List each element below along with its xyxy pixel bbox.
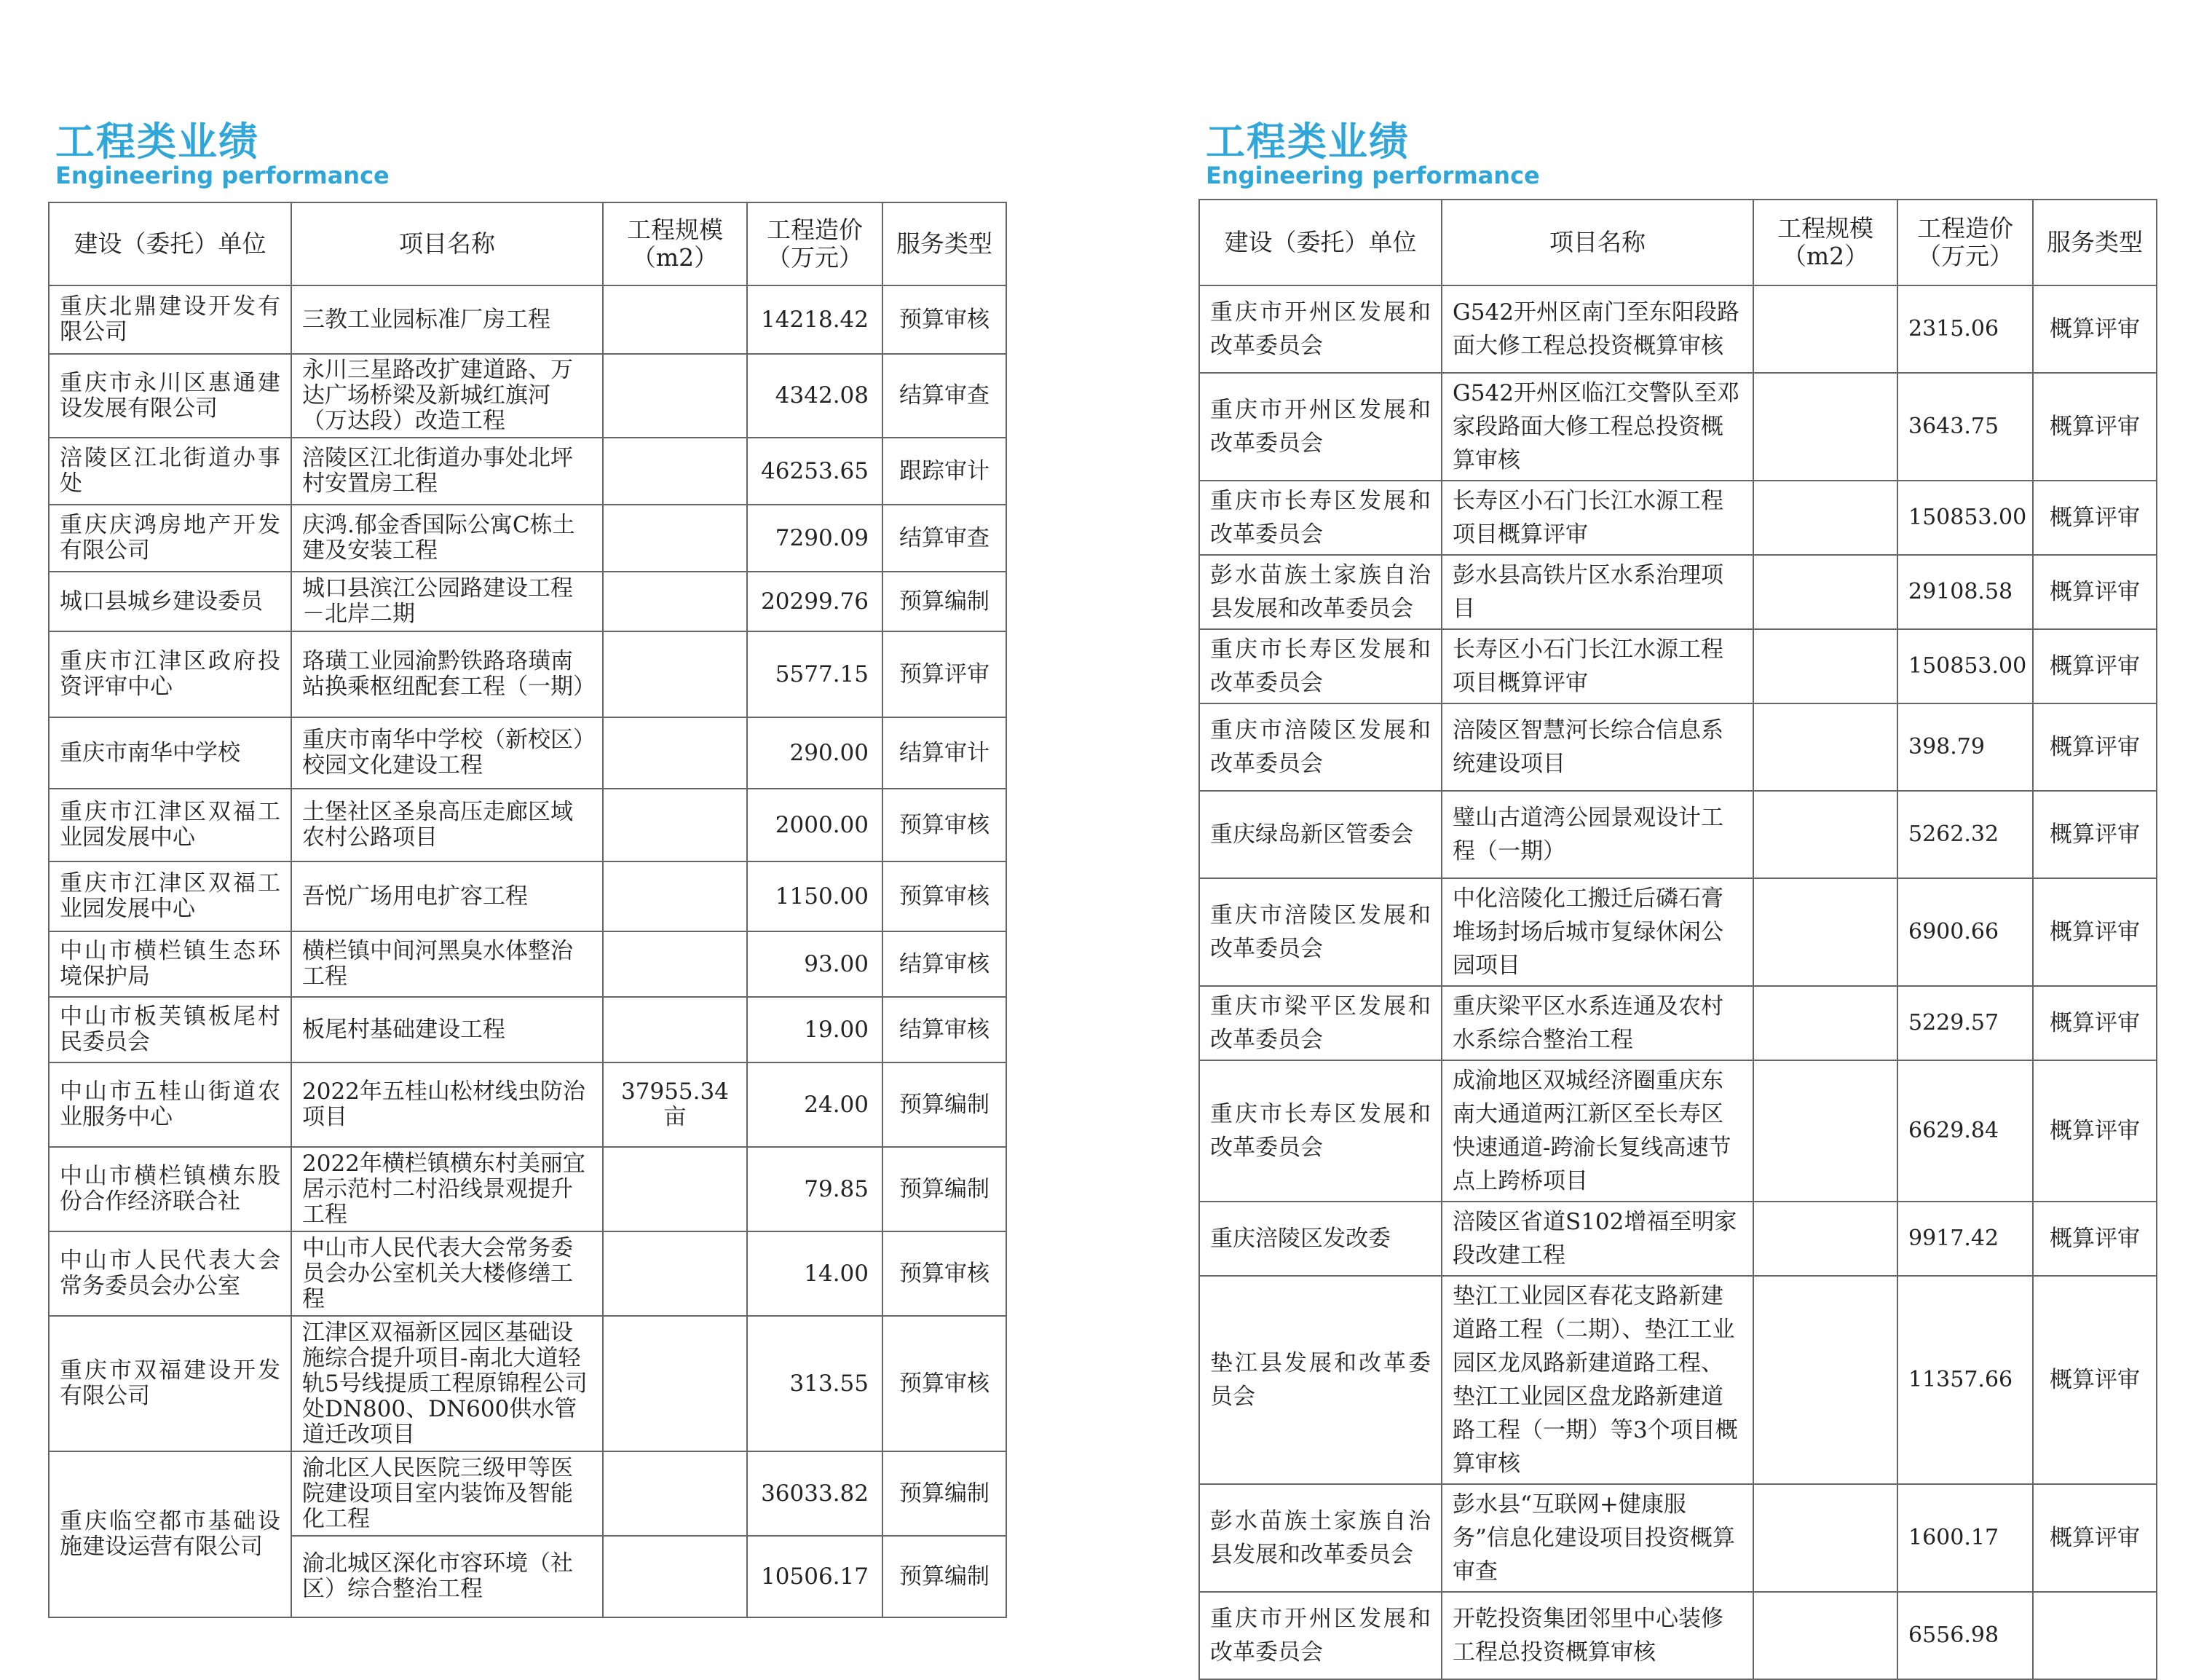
cell-project: 吾悦广场用电扩容工程 xyxy=(291,861,603,931)
cell-cost: 2000.00 xyxy=(747,789,882,861)
cell-scale xyxy=(603,789,747,861)
cell-unit: 重庆绿岛新区管委会 xyxy=(1199,791,1442,878)
cell-scale xyxy=(1753,1592,1897,1679)
table-row xyxy=(49,789,1006,861)
cell-service: 结算审核 xyxy=(882,997,1006,1062)
cell-unit: 重庆临空都市基础设施建设运营有限公司 xyxy=(49,1451,291,1617)
cell-cost: 398.79 xyxy=(1897,703,2033,791)
cell-scale xyxy=(1753,878,1897,986)
cell-service: 预算审核 xyxy=(882,789,1006,861)
cell-service: 结算审核 xyxy=(882,931,1006,997)
cell-project: 彭水县“互联网+健康服务”信息化建设项目投资概算审查 xyxy=(1442,1484,1753,1592)
cell-project: G542开州区南门至东阳段路面大修工程总投资概算审核 xyxy=(1442,285,1753,373)
cell-service: 结算审查 xyxy=(882,505,1006,572)
cell-unit: 中山市人民代表大会常务委员会办公室 xyxy=(49,1231,291,1316)
cell-cost: 36033.82 xyxy=(747,1451,882,1536)
table-row xyxy=(1199,1202,2157,1276)
cell-service: 预算审核 xyxy=(882,285,1006,354)
cell-cost: 20299.76 xyxy=(747,572,882,631)
cell-scale xyxy=(1753,285,1897,373)
cell-unit: 重庆市开州区发展和改革委员会 xyxy=(1199,373,1442,481)
cell-project: 永川三星路改扩建道路、万达广场桥梁及新城红旗河（万达段）改造工程 xyxy=(291,354,603,438)
cell-service: 概算评审 xyxy=(2033,791,2157,878)
table-row xyxy=(1199,1484,2157,1592)
cell-unit: 重庆市梁平区发展和改革委员会 xyxy=(1199,986,1442,1060)
cell-service: 概算评审 xyxy=(2033,878,2157,986)
table-header-row xyxy=(1199,200,2157,285)
cell-cost: 19.00 xyxy=(747,997,882,1062)
cell-cost: 313.55 xyxy=(747,1316,882,1451)
table-row xyxy=(49,1451,1006,1536)
table-row xyxy=(49,1231,1006,1316)
cell-scale xyxy=(1753,555,1897,629)
cell-project: 江津区双福新区园区基础设施综合提升项目-南北大道轻轨5号线提质工程原锦程公司处DN800、DN600供水管道迁改项目 xyxy=(291,1316,603,1451)
cell-service: 跟踪审计 xyxy=(882,438,1006,505)
cell-cost: 7290.09 xyxy=(747,505,882,572)
cell-scale xyxy=(603,572,747,631)
cell-service: 预算编制 xyxy=(882,1451,1006,1536)
table-row xyxy=(1199,481,2157,555)
table-row xyxy=(49,997,1006,1062)
cell-cost: 93.00 xyxy=(747,931,882,997)
cell-service: 结算审查 xyxy=(882,354,1006,438)
cell-service: 概算评审 xyxy=(2033,1060,2157,1202)
cell-service xyxy=(2033,1592,2157,1679)
cell-service: 预算评审 xyxy=(882,631,1006,717)
cell-cost: 150853.00 xyxy=(1897,629,2033,703)
header-cost: 工程造价（万元） xyxy=(747,202,882,285)
cell-cost: 3643.75 xyxy=(1897,373,2033,481)
cell-unit: 重庆北鼎建设开发有限公司 xyxy=(49,285,291,354)
table-row xyxy=(1199,1060,2157,1202)
header-service: 服务类型 xyxy=(882,202,1006,285)
cell-cost: 24.00 xyxy=(747,1062,882,1147)
page-subtitle: Engineering performance xyxy=(55,162,390,189)
cell-service: 概算评审 xyxy=(2033,285,2157,373)
cell-cost: 10506.17 xyxy=(747,1536,882,1617)
cell-project: 中化涪陵化工搬迁后磷石膏堆场封场后城市复绿休闲公园项目 xyxy=(1442,878,1753,986)
cell-project: 涪陵区江北街道办事处北坪村安置房工程 xyxy=(291,438,603,505)
cell-service: 概算评审 xyxy=(2033,1484,2157,1592)
cell-scale xyxy=(1753,481,1897,555)
table-row xyxy=(1199,555,2157,629)
cell-scale xyxy=(1753,1060,1897,1202)
cell-scale xyxy=(603,354,747,438)
table-header-row xyxy=(49,202,1006,285)
header-cost: 工程造价（万元） xyxy=(1897,200,2033,285)
cell-cost: 290.00 xyxy=(747,717,882,789)
cell-project: 板尾村基础建设工程 xyxy=(291,997,603,1062)
header-project: 项目名称 xyxy=(1442,200,1753,285)
cell-cost: 14218.42 xyxy=(747,285,882,354)
cell-scale xyxy=(1753,629,1897,703)
cell-project: 涪陵区省道S102增福至明家段改建工程 xyxy=(1442,1202,1753,1276)
cell-service: 概算评审 xyxy=(2033,1276,2157,1484)
cell-unit: 城口县城乡建设委员 xyxy=(49,572,291,631)
cell-scale: 37955.34亩 xyxy=(603,1062,747,1147)
cell-unit: 垫江县发展和改革委员会 xyxy=(1199,1276,1442,1484)
cell-unit: 中山市横栏镇生态环境保护局 xyxy=(49,931,291,997)
performance-table xyxy=(1198,199,2157,1680)
cell-scale xyxy=(603,438,747,505)
cell-project: 璧山古道湾公园景观设计工程（一期） xyxy=(1442,791,1753,878)
table-row xyxy=(49,931,1006,997)
header-scale: 工程规模（m2） xyxy=(603,202,747,285)
page-subtitle: Engineering performance xyxy=(1206,162,1540,189)
cell-project: 2022年横栏镇横东村美丽宜居示范村二村沿线景观提升工程 xyxy=(291,1147,603,1231)
cell-scale xyxy=(603,1316,747,1451)
header-project: 项目名称 xyxy=(291,202,603,285)
cell-project: 涪陵区智慧河长综合信息系统建设项目 xyxy=(1442,703,1753,791)
table-row xyxy=(1199,1276,2157,1484)
cell-unit: 重庆市南华中学校 xyxy=(49,717,291,789)
cell-project: 渝北城区深化市容环境（社区）综合整治工程 xyxy=(291,1536,603,1617)
table-row xyxy=(49,861,1006,931)
table-row xyxy=(49,572,1006,631)
cell-service: 概算评审 xyxy=(2033,629,2157,703)
cell-unit: 重庆市涪陵区发展和改革委员会 xyxy=(1199,703,1442,791)
table-row xyxy=(49,1316,1006,1451)
table-row xyxy=(1199,1592,2157,1679)
cell-cost: 9917.42 xyxy=(1897,1202,2033,1276)
cell-cost: 79.85 xyxy=(747,1147,882,1231)
cell-unit: 重庆市江津区双福工业园发展中心 xyxy=(49,789,291,861)
cell-project: 成渝地区双城经济圈重庆东南大通道两江新区至长寿区快速通道-跨渝长复线高速节点上跨桥项目 xyxy=(1442,1060,1753,1202)
cell-scale xyxy=(1753,703,1897,791)
cell-scale xyxy=(1753,1202,1897,1276)
table-row xyxy=(49,285,1006,354)
cell-cost: 14.00 xyxy=(747,1231,882,1316)
cell-unit: 中山市横栏镇横东股份合作经济联合社 xyxy=(49,1147,291,1231)
cell-scale xyxy=(603,285,747,354)
cell-cost: 6556.98 xyxy=(1897,1592,2033,1679)
cell-unit: 重庆市永川区惠通建设发展有限公司 xyxy=(49,354,291,438)
page-title: 工程类业绩 xyxy=(55,119,259,165)
table-row xyxy=(1199,373,2157,481)
cell-scale xyxy=(603,631,747,717)
cell-cost: 11357.66 xyxy=(1897,1276,2033,1484)
table-row xyxy=(49,438,1006,505)
cell-project: 长寿区小石门长江水源工程项目概算评审 xyxy=(1442,481,1753,555)
cell-unit: 重庆市开州区发展和改革委员会 xyxy=(1199,1592,1442,1679)
cell-scale xyxy=(603,717,747,789)
table-row xyxy=(1199,986,2157,1060)
cell-service: 概算评审 xyxy=(2033,373,2157,481)
cell-service: 结算审计 xyxy=(882,717,1006,789)
table-row xyxy=(1199,285,2157,373)
cell-service: 概算评审 xyxy=(2033,555,2157,629)
cell-project: G542开州区临江交警队至邓家段路面大修工程总投资概算审核 xyxy=(1442,373,1753,481)
cell-project: 彭水县高铁片区水系治理项目 xyxy=(1442,555,1753,629)
cell-unit: 中山市五桂山街道农业服务中心 xyxy=(49,1062,291,1147)
cell-project: 渝北区人民医院三级甲等医院建设项目室内装饰及智能化工程 xyxy=(291,1451,603,1536)
cell-service: 预算编制 xyxy=(882,1147,1006,1231)
cell-cost: 4342.08 xyxy=(747,354,882,438)
cell-project: 重庆梁平区水系连通及农村水系综合整治工程 xyxy=(1442,986,1753,1060)
cell-scale xyxy=(603,931,747,997)
cell-unit: 重庆涪陵区发改委 xyxy=(1199,1202,1442,1276)
cell-unit: 重庆市涪陵区发展和改革委员会 xyxy=(1199,878,1442,986)
cell-unit: 彭水苗族土家族自治县发展和改革委员会 xyxy=(1199,555,1442,629)
cell-unit: 重庆市长寿区发展和改革委员会 xyxy=(1199,1060,1442,1202)
table-row xyxy=(1199,629,2157,703)
cell-cost: 6900.66 xyxy=(1897,878,2033,986)
cell-scale xyxy=(1753,1276,1897,1484)
table-row xyxy=(49,1147,1006,1231)
cell-cost: 5229.57 xyxy=(1897,986,2033,1060)
cell-unit: 重庆市长寿区发展和改革委员会 xyxy=(1199,481,1442,555)
cell-service: 预算审核 xyxy=(882,861,1006,931)
cell-unit: 重庆庆鸿房地产开发有限公司 xyxy=(49,505,291,572)
cell-cost: 1150.00 xyxy=(747,861,882,931)
cell-project: 横栏镇中间河黑臭水体整治工程 xyxy=(291,931,603,997)
cell-scale xyxy=(1753,373,1897,481)
cell-unit: 彭水苗族土家族自治县发展和改革委员会 xyxy=(1199,1484,1442,1592)
cell-project: 垫江工业园区春花支路新建道路工程（二期）、垫江工业园区龙凤路新建道路工程、垫江工业园区盘龙路新建道路工程（一期）等3个项目概算审核 xyxy=(1442,1276,1753,1484)
cell-scale xyxy=(1753,1484,1897,1592)
cell-project: 长寿区小石门长江水源工程项目概算评审 xyxy=(1442,629,1753,703)
performance-table xyxy=(48,202,1007,1618)
cell-service: 概算评审 xyxy=(2033,1202,2157,1276)
cell-service: 概算评审 xyxy=(2033,481,2157,555)
cell-scale xyxy=(603,1536,747,1617)
cell-scale xyxy=(603,1147,747,1231)
cell-scale xyxy=(1753,986,1897,1060)
cell-unit: 重庆市江津区双福工业园发展中心 xyxy=(49,861,291,931)
cell-service: 概算评审 xyxy=(2033,986,2157,1060)
cell-project: 珞璜工业园渝黔铁路珞璜南站换乘枢纽配套工程（一期） xyxy=(291,631,603,717)
header-unit: 建设（委托）单位 xyxy=(1199,200,1442,285)
cell-cost: 6629.84 xyxy=(1897,1060,2033,1202)
cell-scale xyxy=(1753,791,1897,878)
table-row xyxy=(49,354,1006,438)
cell-project: 土堡社区圣泉高压走廊区域农村公路项目 xyxy=(291,789,603,861)
cell-cost: 5577.15 xyxy=(747,631,882,717)
cell-project: 2022年五桂山松材线虫防治项目 xyxy=(291,1062,603,1147)
cell-cost: 5262.32 xyxy=(1897,791,2033,878)
table-row xyxy=(1199,878,2157,986)
header-scale: 工程规模（m2） xyxy=(1753,200,1897,285)
cell-scale xyxy=(603,1451,747,1536)
cell-service: 预算编制 xyxy=(882,572,1006,631)
cell-service: 概算评审 xyxy=(2033,703,2157,791)
cell-unit: 重庆市江津区政府投资评审中心 xyxy=(49,631,291,717)
cell-project: 城口县滨江公园路建设工程－北岸二期 xyxy=(291,572,603,631)
cell-project: 开乾投资集团邻里中心装修工程总投资概算审核 xyxy=(1442,1592,1753,1679)
cell-service: 预算审核 xyxy=(882,1231,1006,1316)
cell-project: 庆鸿.郁金香国际公寓C栋土建及安装工程 xyxy=(291,505,603,572)
cell-unit: 涪陵区江北街道办事处 xyxy=(49,438,291,505)
cell-cost: 29108.58 xyxy=(1897,555,2033,629)
table-row xyxy=(1199,703,2157,791)
cell-unit: 重庆市双福建设开发有限公司 xyxy=(49,1316,291,1451)
table-row xyxy=(49,505,1006,572)
cell-project: 中山市人民代表大会常务委员会办公室机关大楼修缮工程 xyxy=(291,1231,603,1316)
page-title: 工程类业绩 xyxy=(1206,119,1410,165)
cell-service: 预算编制 xyxy=(882,1062,1006,1147)
header-service: 服务类型 xyxy=(2033,200,2157,285)
cell-cost: 1600.17 xyxy=(1897,1484,2033,1592)
cell-unit: 重庆市长寿区发展和改革委员会 xyxy=(1199,629,1442,703)
cell-service: 预算编制 xyxy=(882,1536,1006,1617)
cell-cost: 46253.65 xyxy=(747,438,882,505)
table-row xyxy=(49,717,1006,789)
table-row xyxy=(49,1062,1006,1147)
cell-scale xyxy=(603,505,747,572)
cell-project: 重庆市南华中学校（新校区）校园文化建设工程 xyxy=(291,717,603,789)
cell-service: 预算审核 xyxy=(882,1316,1006,1451)
table-row xyxy=(49,631,1006,717)
cell-cost: 150853.00 xyxy=(1897,481,2033,555)
cell-project: 三教工业园标准厂房工程 xyxy=(291,285,603,354)
table-row xyxy=(1199,791,2157,878)
cell-scale xyxy=(603,997,747,1062)
cell-unit: 中山市板芙镇板尾村民委员会 xyxy=(49,997,291,1062)
cell-scale xyxy=(603,1231,747,1316)
cell-unit: 重庆市开州区发展和改革委员会 xyxy=(1199,285,1442,373)
header-unit: 建设（委托）单位 xyxy=(49,202,291,285)
cell-cost: 2315.06 xyxy=(1897,285,2033,373)
cell-scale xyxy=(603,861,747,931)
